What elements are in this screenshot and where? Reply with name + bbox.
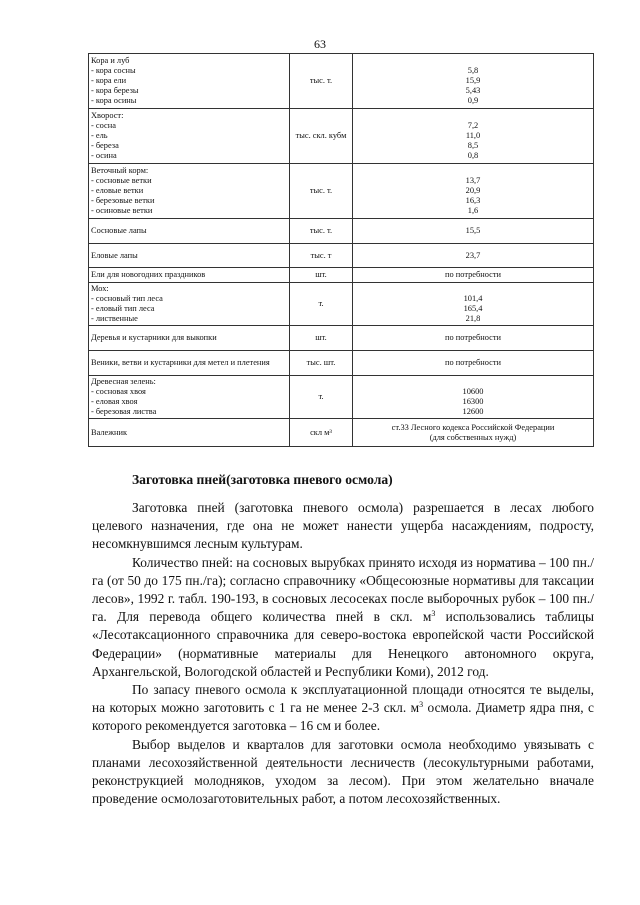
value-cell [353,219,594,244]
paragraph-4: Выбор выделов и кварталов для заготовки осмола необходимо увязывать с планами лесохозяйственной деятельности лесничеств (лесокультурными работами, реконструкцией молодняков, уходом за лесом). При этом желательно вначале проведение осмолозаготовительных работ, а потом лесохозяйственных. [92,736,594,807]
unit-cell: тыс. т. [290,219,353,244]
resource-name-line: - березовые ветки [91,196,155,205]
resource-name-line: - сосновый тип леса [91,294,163,303]
resource-name-line: - березовая листва [91,407,157,416]
resource-name-line: Деревья и кустарники для выкопки [91,333,217,342]
value-line: (для собственных нужд) [429,432,517,442]
resource-name-line: Еловые лапы [91,250,138,260]
resource-name-cell [89,376,290,419]
paragraph-2-part-1: Количество пней: на сосновых вырубках принято исходя из норматива – 100 пн./га (от 50 до 175 пн./га); согласно справочнику «Общесоюзные нормативы для таксации лесов», 1992 г. табл. 190-193, в сосновых лесосеках после выборочных рубок – 100 пн./га. Для перевода общего количества пней в скл. м [92,554,594,625]
value-line: 165,4 [463,304,483,313]
resource-name-line: - ель [91,131,108,140]
value-cell [353,164,594,219]
paragraph-3-part-2: осмола. Диаметр ядра пня, с которого рекомендуется заготовка – 16 см и более. [92,700,594,734]
value-line: 5,43 [465,86,481,95]
value-cell [353,54,594,109]
resource-name-line: Мох: [91,284,109,293]
paragraph-3 [92,681,594,736]
value-line: 7,2 [467,121,479,130]
value-cell [353,283,594,326]
value-line: 0,9 [467,96,479,105]
table-row [89,244,594,268]
resource-name-line: Веники, ветви и кустарники для метел и плетения [91,358,270,367]
value-line: 23,7 [465,250,481,260]
value-line [355,284,591,294]
table-body [89,54,594,447]
table-row [89,283,594,326]
resource-name-line: Валежник [91,427,128,437]
resource-name-line: - береза [91,141,119,150]
paragraph-1: Заготовка пней (заготовка пневого осмола) разрешается в лесах любого целевого назначения, где она не может нанести ущерба насаждениям, подросту, несомкнувшимся лесным культурам. [92,500,594,552]
table-row [89,326,594,351]
resource-name-cell [89,164,290,219]
value-line: 11,0 [465,131,481,140]
resource-name-line: Хворост: [91,111,124,120]
value-line [355,377,591,387]
paragraph-2-part-2: использовались таблицы «Лесотаксационного справочника для северо-востока европейской части Российской Федерации» (нормативные материалы для Ненецкого автономного округа, Архангельской, Вологодской областей и Республики Коми), 2012 год. [92,609,594,679]
value-line: 16,3 [465,196,481,205]
table-row [89,419,594,447]
resource-name-cell [89,54,290,109]
value-line: 101,4 [463,294,483,303]
resource-name-line: Ели для новогодних праздников [91,270,206,279]
resource-name-line: - кора ели [91,76,127,85]
paragraph-2 [92,554,594,681]
unit-cell: т. [290,376,353,419]
resource-name-line: - еловая хвоя [91,397,138,406]
table-row [89,164,594,219]
value-cell [353,351,594,376]
value-line: по потребности [445,358,501,367]
value-cell [353,109,594,164]
value-line: по потребности [445,333,501,342]
resource-name-cell [89,419,290,447]
resource-name-cell [89,244,290,268]
table-row [89,268,594,283]
value-line: 15,5 [465,226,481,235]
unit-cell: тыс. т. [290,164,353,219]
value-line: 0,8 [467,151,479,160]
resource-name-line: - осиновые ветки [91,206,153,215]
table-row [89,376,594,419]
value-line: 12600 [462,407,484,416]
value-line: 8,5 [467,141,479,150]
value-line: 5,8 [467,66,479,75]
unit-cell: т. [290,283,353,326]
value-line: 16300 [462,397,484,406]
resource-name-line: Сосновые лапы [91,226,147,235]
table-row [89,109,594,164]
value-line [355,56,591,66]
resource-name-line: - сосновые ветки [91,176,152,185]
value-line: 21,8 [465,314,481,323]
table-row [89,219,594,244]
unit-cell: тыс. скл. кубм [290,109,353,164]
paragraph-3-part-1: По запасу пневого осмола к эксплуатационной площади относятся те выделы, на которых можно заготовить с 1 га не менее 2-3 скл. м [92,682,594,716]
value-cell [353,244,594,268]
unit-cell: тыс. т [290,244,353,268]
resource-name-cell [89,351,290,376]
value-line: 1,6 [467,206,479,215]
superscript-3: 3 [419,700,424,710]
resource-name-cell [89,283,290,326]
resource-name-line: - еловый тип леса [91,304,155,313]
unit-cell: шт. [290,268,353,283]
value-line [355,111,591,121]
resource-name-line: - лиственные [91,314,138,323]
table-row [89,351,594,376]
resource-name-cell [89,219,290,244]
resource-name-line: - сосна [91,121,116,130]
resource-name-line: - кора сосны [91,66,136,75]
resource-name-cell [89,326,290,351]
superscript-3: 3 [431,609,436,619]
resource-name-line: - еловые ветки [91,186,144,195]
value-cell [353,419,594,447]
unit-cell: скл м³ [290,419,353,447]
body-text [92,499,594,808]
section-heading: Заготовка пней(заготовка пневого осмола) [132,472,393,487]
resource-name-line: Древесная зелень: [91,377,156,386]
value-line: 20,9 [465,186,481,195]
forest-resources-table [88,53,594,447]
value-line: по потребности [445,270,501,279]
value-line: 15,9 [465,76,481,85]
resource-name-line: - сосновая хвоя [91,387,146,396]
value-cell [353,268,594,283]
resource-name-line: Веточный корм: [91,166,149,175]
value-line: ст.33 Лесного кодекса Российской Федерации [391,422,555,432]
value-line [355,166,591,176]
resource-name-cell [89,109,290,164]
resource-name-line: - кора осины [91,96,137,105]
page-number: 63 [314,37,326,51]
value-line: 13,7 [465,176,481,185]
value-cell [353,376,594,419]
resource-name-line: - осина [91,151,117,160]
unit-cell: тыс. т. [290,54,353,109]
unit-cell: шт. [290,326,353,351]
resource-name-cell [89,268,290,283]
unit-cell: тыс. шт. [290,351,353,376]
value-line: 10600 [462,387,484,396]
resource-name-line: Кора и луб [91,56,130,65]
value-cell [353,326,594,351]
table-row [89,54,594,109]
resource-name-line: - кора березы [91,86,139,95]
